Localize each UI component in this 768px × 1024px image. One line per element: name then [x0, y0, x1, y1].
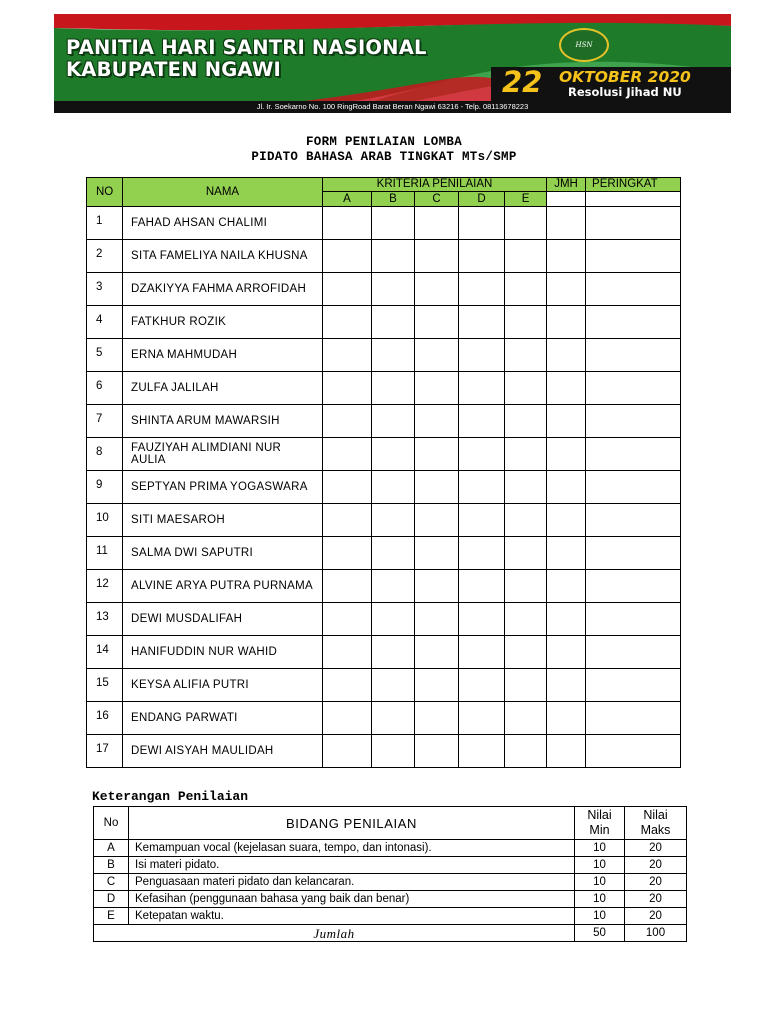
score-cell-a[interactable] [323, 207, 372, 240]
criteria-code: B [94, 857, 129, 874]
score-cell-d[interactable] [459, 669, 505, 702]
header-criteria-c: C [415, 192, 459, 207]
table-row [87, 405, 681, 438]
score-cell-b[interactable] [372, 603, 415, 636]
criteria-description: Ketepatan waktu. [129, 908, 575, 925]
row-number: 6 [87, 372, 123, 405]
rank-cell[interactable] [586, 570, 681, 603]
criteria-min: 10 [575, 857, 625, 874]
participant-name: ALVINE ARYA PUTRA PURNAMA [123, 570, 323, 603]
score-cell-d[interactable] [459, 735, 505, 768]
banner-title-line2: KABUPATEN NGAWI [66, 58, 282, 81]
participant-name: DEWI AISYAH MAULIDAH [123, 735, 323, 768]
score-cell-a[interactable] [323, 339, 372, 372]
score-cell-c[interactable] [415, 570, 459, 603]
total-cell[interactable] [547, 207, 586, 240]
header-criteria-a: A [323, 192, 372, 207]
score-cell-d[interactable] [459, 339, 505, 372]
criteria-row [94, 840, 687, 857]
criteria-description: Kefasihan (penggunaan bahasa yang baik dan benar) [129, 891, 575, 908]
participant-name: ERNA MAHMUDAH [123, 339, 323, 372]
participant-name: KEYSA ALIFIA PUTRI [123, 669, 323, 702]
total-cell[interactable] [547, 273, 586, 306]
score-cell-c[interactable] [415, 405, 459, 438]
row-number: 15 [87, 669, 123, 702]
score-cell-c[interactable] [415, 603, 459, 636]
participant-name: DEWI MUSDALIFAH [123, 603, 323, 636]
row-number: 4 [87, 306, 123, 339]
criteria-maks: 20 [625, 908, 687, 925]
score-cell-d[interactable] [459, 471, 505, 504]
score-cell-e[interactable] [505, 537, 547, 570]
row-number: 2 [87, 240, 123, 273]
score-table-body [87, 207, 681, 768]
criteria-header-min-line2: Min [589, 823, 610, 837]
score-cell-c[interactable] [415, 240, 459, 273]
criteria-header-no: No [94, 807, 129, 840]
table-row [87, 240, 681, 273]
table-row [87, 339, 681, 372]
participant-name: SITI MAESAROH [123, 504, 323, 537]
score-cell-e[interactable] [505, 207, 547, 240]
score-cell-e[interactable] [505, 669, 547, 702]
score-cell-c[interactable] [415, 636, 459, 669]
criteria-header-maks-line1: Nilai [643, 808, 668, 822]
score-cell-e[interactable] [505, 438, 547, 471]
hsn-logo [559, 28, 609, 62]
score-cell-b[interactable] [372, 636, 415, 669]
total-cell[interactable] [547, 537, 586, 570]
score-cell-e[interactable] [505, 339, 547, 372]
participant-name: DZAKIYYA FAHMA ARROFIDAH [123, 273, 323, 306]
score-cell-a[interactable] [323, 603, 372, 636]
score-cell-d[interactable] [459, 207, 505, 240]
score-cell-b[interactable] [372, 339, 415, 372]
score-cell-a[interactable] [323, 372, 372, 405]
row-number: 5 [87, 339, 123, 372]
score-cell-d[interactable] [459, 306, 505, 339]
score-cell-c[interactable] [415, 207, 459, 240]
row-number: 17 [87, 735, 123, 768]
score-cell-c[interactable] [415, 471, 459, 504]
row-number: 8 [87, 438, 123, 471]
score-cell-a[interactable] [323, 570, 372, 603]
rank-cell[interactable] [586, 438, 681, 471]
criteria-maks: 20 [625, 891, 687, 908]
rank-cell[interactable] [586, 735, 681, 768]
total-cell[interactable] [547, 603, 586, 636]
rank-cell[interactable] [586, 603, 681, 636]
criteria-row [94, 891, 687, 908]
score-cell-a[interactable] [323, 504, 372, 537]
score-cell-a[interactable] [323, 306, 372, 339]
score-cell-b[interactable] [372, 207, 415, 240]
row-number: 7 [87, 405, 123, 438]
date-number: 22 [502, 65, 543, 99]
rank-cell[interactable] [586, 273, 681, 306]
score-cell-b[interactable] [372, 306, 415, 339]
score-cell-e[interactable] [505, 570, 547, 603]
score-cell-c[interactable] [415, 537, 459, 570]
score-cell-a[interactable] [323, 636, 372, 669]
participant-name: ZULFA JALILAH [123, 372, 323, 405]
table-row [87, 636, 681, 669]
score-cell-a[interactable] [323, 537, 372, 570]
score-cell-e[interactable] [505, 702, 547, 735]
criteria-min: 10 [575, 840, 625, 857]
score-cell-d[interactable] [459, 636, 505, 669]
row-number: 16 [87, 702, 123, 735]
criteria-maks: 20 [625, 874, 687, 891]
score-cell-d[interactable] [459, 570, 505, 603]
score-cell-d[interactable] [459, 438, 505, 471]
score-cell-a[interactable] [323, 669, 372, 702]
header-jmh-blank [547, 192, 586, 207]
criteria-header-bidang: BIDANG PENILAIAN [129, 807, 575, 840]
score-cell-e[interactable] [505, 273, 547, 306]
criteria-code: D [94, 891, 129, 908]
criteria-table-body [94, 840, 687, 925]
criteria-description: Penguasaan materi pidato dan kelancaran. [129, 874, 575, 891]
score-cell-d[interactable] [459, 240, 505, 273]
score-cell-e[interactable] [505, 240, 547, 273]
total-cell[interactable] [547, 504, 586, 537]
score-cell-d[interactable] [459, 603, 505, 636]
score-cell-d[interactable] [459, 537, 505, 570]
total-label: Jumlah [94, 925, 575, 942]
score-table [86, 177, 681, 768]
participant-name: ENDANG PARWATI [123, 702, 323, 735]
table-row [87, 735, 681, 768]
participant-name: SALMA DWI SAPUTRI [123, 537, 323, 570]
total-cell[interactable] [547, 438, 586, 471]
participant-name: FAHAD AHSAN CHALIMI [123, 207, 323, 240]
participant-name: SHINTA ARUM MAWARSIH [123, 405, 323, 438]
table-row [87, 273, 681, 306]
row-number: 1 [87, 207, 123, 240]
score-cell-e[interactable] [505, 636, 547, 669]
score-cell-e[interactable] [505, 405, 547, 438]
header-banner [54, 14, 731, 113]
table-row [87, 570, 681, 603]
banner-subtitle: Resolusi Jihad NU [568, 85, 682, 99]
rank-cell[interactable] [586, 405, 681, 438]
row-number: 3 [87, 273, 123, 306]
score-cell-b[interactable] [372, 702, 415, 735]
score-cell-e[interactable] [505, 306, 547, 339]
score-cell-b[interactable] [372, 438, 415, 471]
header-nama: NAMA [123, 178, 323, 207]
score-cell-c[interactable] [415, 339, 459, 372]
score-cell-c[interactable] [415, 735, 459, 768]
header-criteria-b: B [372, 192, 415, 207]
score-cell-d[interactable] [459, 702, 505, 735]
total-cell[interactable] [547, 570, 586, 603]
score-cell-a[interactable] [323, 273, 372, 306]
total-cell[interactable] [547, 240, 586, 273]
score-cell-b[interactable] [372, 372, 415, 405]
table-row [87, 603, 681, 636]
participant-name: SITA FAMELIYA NAILA KHUSNA [123, 240, 323, 273]
total-cell[interactable] [547, 306, 586, 339]
total-cell[interactable] [547, 405, 586, 438]
header-jmh: JMH [547, 178, 586, 192]
criteria-header-maks [625, 807, 687, 840]
score-cell-a[interactable] [323, 735, 372, 768]
rank-cell[interactable] [586, 471, 681, 504]
score-cell-c[interactable] [415, 273, 459, 306]
rank-cell[interactable] [586, 240, 681, 273]
address-text: Jl. Ir. Soekarno No. 100 RingRoad Barat Beran Ngawi 63216 - Telp. 08113678223 [256, 102, 529, 111]
score-cell-b[interactable] [372, 537, 415, 570]
score-cell-b[interactable] [372, 504, 415, 537]
criteria-description: Kemampuan vocal (kejelasan suara, tempo, dan intonasi). [129, 840, 575, 857]
criteria-min: 10 [575, 891, 625, 908]
keterangan-title: Keterangan Penilaian [92, 789, 249, 804]
score-cell-b[interactable] [372, 669, 415, 702]
total-cell[interactable] [547, 339, 586, 372]
score-cell-c[interactable] [415, 372, 459, 405]
criteria-code: C [94, 874, 129, 891]
score-cell-d[interactable] [459, 273, 505, 306]
criteria-row [94, 874, 687, 891]
score-cell-c[interactable] [415, 438, 459, 471]
header-peringkat-blank [586, 192, 681, 207]
row-number: 12 [87, 570, 123, 603]
row-number: 9 [87, 471, 123, 504]
score-cell-e[interactable] [505, 372, 547, 405]
table-row [87, 306, 681, 339]
total-cell[interactable] [547, 372, 586, 405]
date-month: OKTOBER 2020 [559, 68, 691, 86]
header-peringkat: PERINGKAT [586, 178, 681, 192]
score-cell-e[interactable] [505, 603, 547, 636]
form-title: FORM PENILAIAN LOMBA [305, 135, 463, 149]
score-cell-c[interactable] [415, 702, 459, 735]
score-cell-b[interactable] [372, 471, 415, 504]
participant-name: FAUZIYAH ALIMDIANI NUR AULIA [123, 438, 323, 471]
score-cell-e[interactable] [505, 504, 547, 537]
header-kriteria: KRITERIA PENILAIAN [323, 178, 547, 192]
score-cell-c[interactable] [415, 306, 459, 339]
table-row [87, 372, 681, 405]
criteria-header-maks-line2: Maks [640, 823, 671, 837]
banner-title-line1: PANITIA HARI SANTRI NASIONAL [66, 36, 427, 59]
score-cell-b[interactable] [372, 570, 415, 603]
criteria-header-min [575, 807, 625, 840]
criteria-code: A [94, 840, 129, 857]
table-row [87, 504, 681, 537]
score-cell-b[interactable] [372, 273, 415, 306]
participant-name: SEPTYAN PRIMA YOGASWARA [123, 471, 323, 504]
score-cell-b[interactable] [372, 735, 415, 768]
total-cell[interactable] [547, 735, 586, 768]
score-cell-e[interactable] [505, 471, 547, 504]
score-cell-e[interactable] [505, 735, 547, 768]
rank-cell[interactable] [586, 702, 681, 735]
table-row [87, 471, 681, 504]
criteria-table [93, 806, 687, 942]
score-cell-a[interactable] [323, 240, 372, 273]
total-min: 50 [575, 925, 625, 942]
total-cell[interactable] [547, 669, 586, 702]
criteria-description: Isi materi pidato. [129, 857, 575, 874]
header-criteria-e: E [505, 192, 547, 207]
criteria-min: 10 [575, 908, 625, 925]
row-number: 11 [87, 537, 123, 570]
table-row [87, 702, 681, 735]
form-subtitle: PIDATO BAHASA ARAB TINGKAT MTs/SMP [251, 150, 517, 164]
header-criteria-d: D [459, 192, 505, 207]
score-cell-b[interactable] [372, 240, 415, 273]
row-number: 13 [87, 603, 123, 636]
participant-name: FATKHUR ROZIK [123, 306, 323, 339]
rank-cell[interactable] [586, 636, 681, 669]
table-row [87, 207, 681, 240]
score-cell-a[interactable] [323, 438, 372, 471]
criteria-header-min-line1: Nilai [587, 808, 612, 822]
score-cell-a[interactable] [323, 702, 372, 735]
participant-name: HANIFUDDIN NUR WAHID [123, 636, 323, 669]
criteria-code: E [94, 908, 129, 925]
score-cell-d[interactable] [459, 405, 505, 438]
score-cell-c[interactable] [415, 504, 459, 537]
row-number: 14 [87, 636, 123, 669]
criteria-row [94, 857, 687, 874]
total-maks: 100 [625, 925, 687, 942]
rank-cell[interactable] [586, 207, 681, 240]
rank-cell[interactable] [586, 372, 681, 405]
criteria-maks: 20 [625, 857, 687, 874]
criteria-row [94, 908, 687, 925]
table-row [87, 438, 681, 471]
score-cell-a[interactable] [323, 405, 372, 438]
rank-cell[interactable] [586, 306, 681, 339]
total-cell[interactable] [547, 702, 586, 735]
total-cell[interactable] [547, 471, 586, 504]
header-no: NO [87, 178, 123, 207]
score-cell-a[interactable] [323, 471, 372, 504]
criteria-maks: 20 [625, 840, 687, 857]
score-cell-c[interactable] [415, 669, 459, 702]
rank-cell[interactable] [586, 339, 681, 372]
table-row [87, 669, 681, 702]
rank-cell[interactable] [586, 504, 681, 537]
criteria-min: 10 [575, 874, 625, 891]
rank-cell[interactable] [586, 669, 681, 702]
score-cell-d[interactable] [459, 504, 505, 537]
row-number: 10 [87, 504, 123, 537]
hsn-logo-text: HSN [575, 41, 593, 49]
table-row [87, 537, 681, 570]
score-cell-b[interactable] [372, 405, 415, 438]
total-cell[interactable] [547, 636, 586, 669]
score-cell-d[interactable] [459, 372, 505, 405]
rank-cell[interactable] [586, 537, 681, 570]
